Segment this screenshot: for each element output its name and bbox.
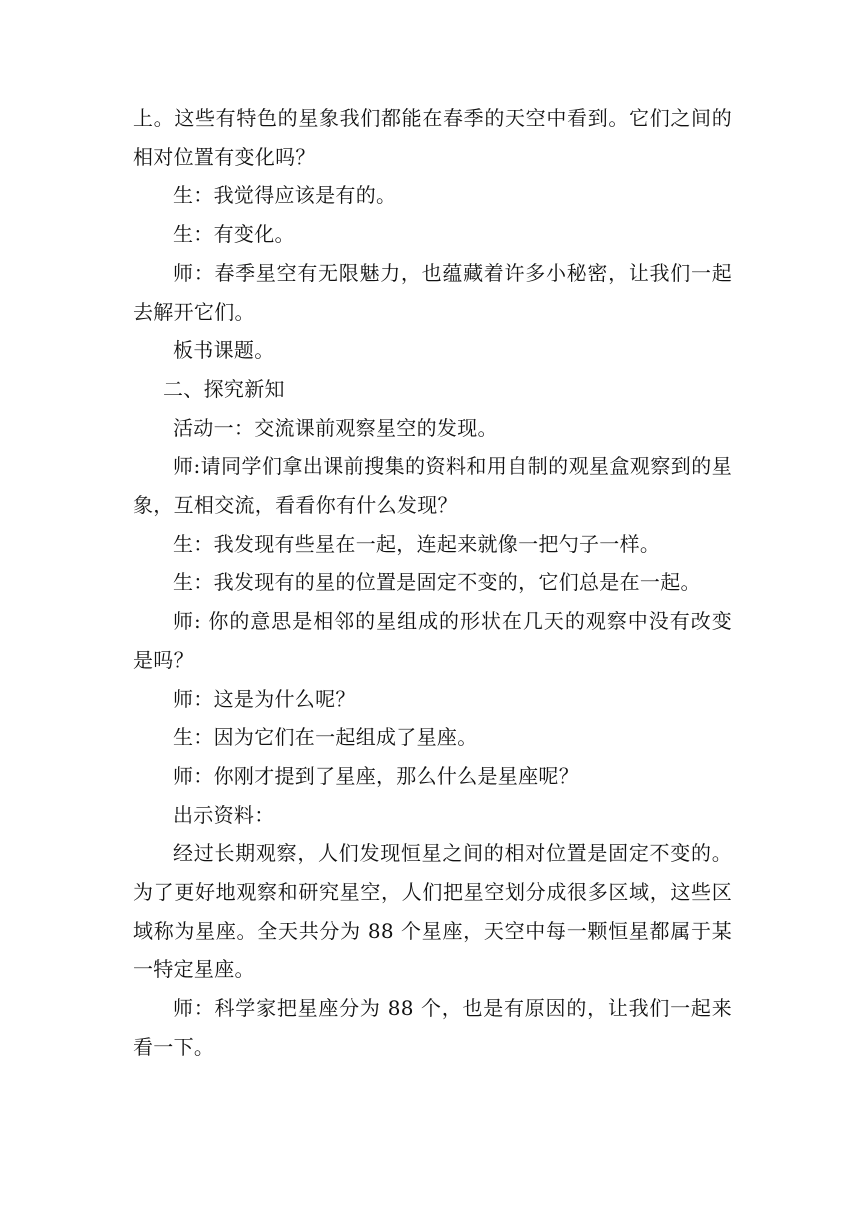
paragraph-activity-one: 活动一：交流课前观察星空的发现。 — [173, 415, 498, 440]
paragraph-teacher-4: 师：这是为什么呢？ — [173, 686, 356, 711]
paragraph-show-material: 出示资料： — [173, 802, 275, 827]
paragraph-board-title: 板书课题。 — [173, 338, 275, 363]
paragraph-continuation: 上。这些有特色的星象我们都能在春季的天空中看到。它们之间的相对位置有变化吗？ — [133, 106, 732, 169]
paragraph-student-reply-2: 生：有变化。 — [173, 222, 295, 247]
paragraph-material-text: 经过长期观察，人们发现恒星之间的相对位置是固定不变的。为了更好地观察和研究星空，人们把星空划分成很多区域，这些区域称为星座。全天共分为 88 个星座，天空中每一颗恒星都属于某一特定星座。 — [133, 841, 732, 982]
paragraph-teacher-6: 师：科学家把星座分为 88 个，也是有原因的，让我们一起来看一下。 — [133, 996, 732, 1059]
paragraph-teacher-1: 师：春季星空有无限魅力，也蕴藏着许多小秘密，让我们一起去解开它们。 — [133, 260, 732, 324]
paragraph-student-reply-4: 生：我发现有的星的位置是固定不变的，它们总是在一起。 — [173, 570, 701, 595]
section-heading: 二、探究新知 — [163, 376, 285, 401]
paragraph-student-reply-1: 生：我觉得应该是有的。 — [173, 183, 397, 208]
paragraph-teacher-5: 师：你刚才提到了星座，那么什么是星座呢？ — [173, 763, 579, 788]
paragraph-student-reply-3: 生：我发现有些星在一起，连起来就像一把勺子一样。 — [173, 531, 661, 556]
paragraph-teacher-3: 师: 你的意思是相邻的星组成的形状在几天的观察中没有改变是吗？ — [133, 609, 732, 672]
paragraph-teacher-2: 师:请同学们拿出课前搜集的资料和用自制的观星盒观察到的星象，互相交流，看看你有什么发现？ — [133, 454, 732, 518]
paragraph-student-reply-5: 生：因为它们在一起组成了星座。 — [173, 725, 478, 750]
